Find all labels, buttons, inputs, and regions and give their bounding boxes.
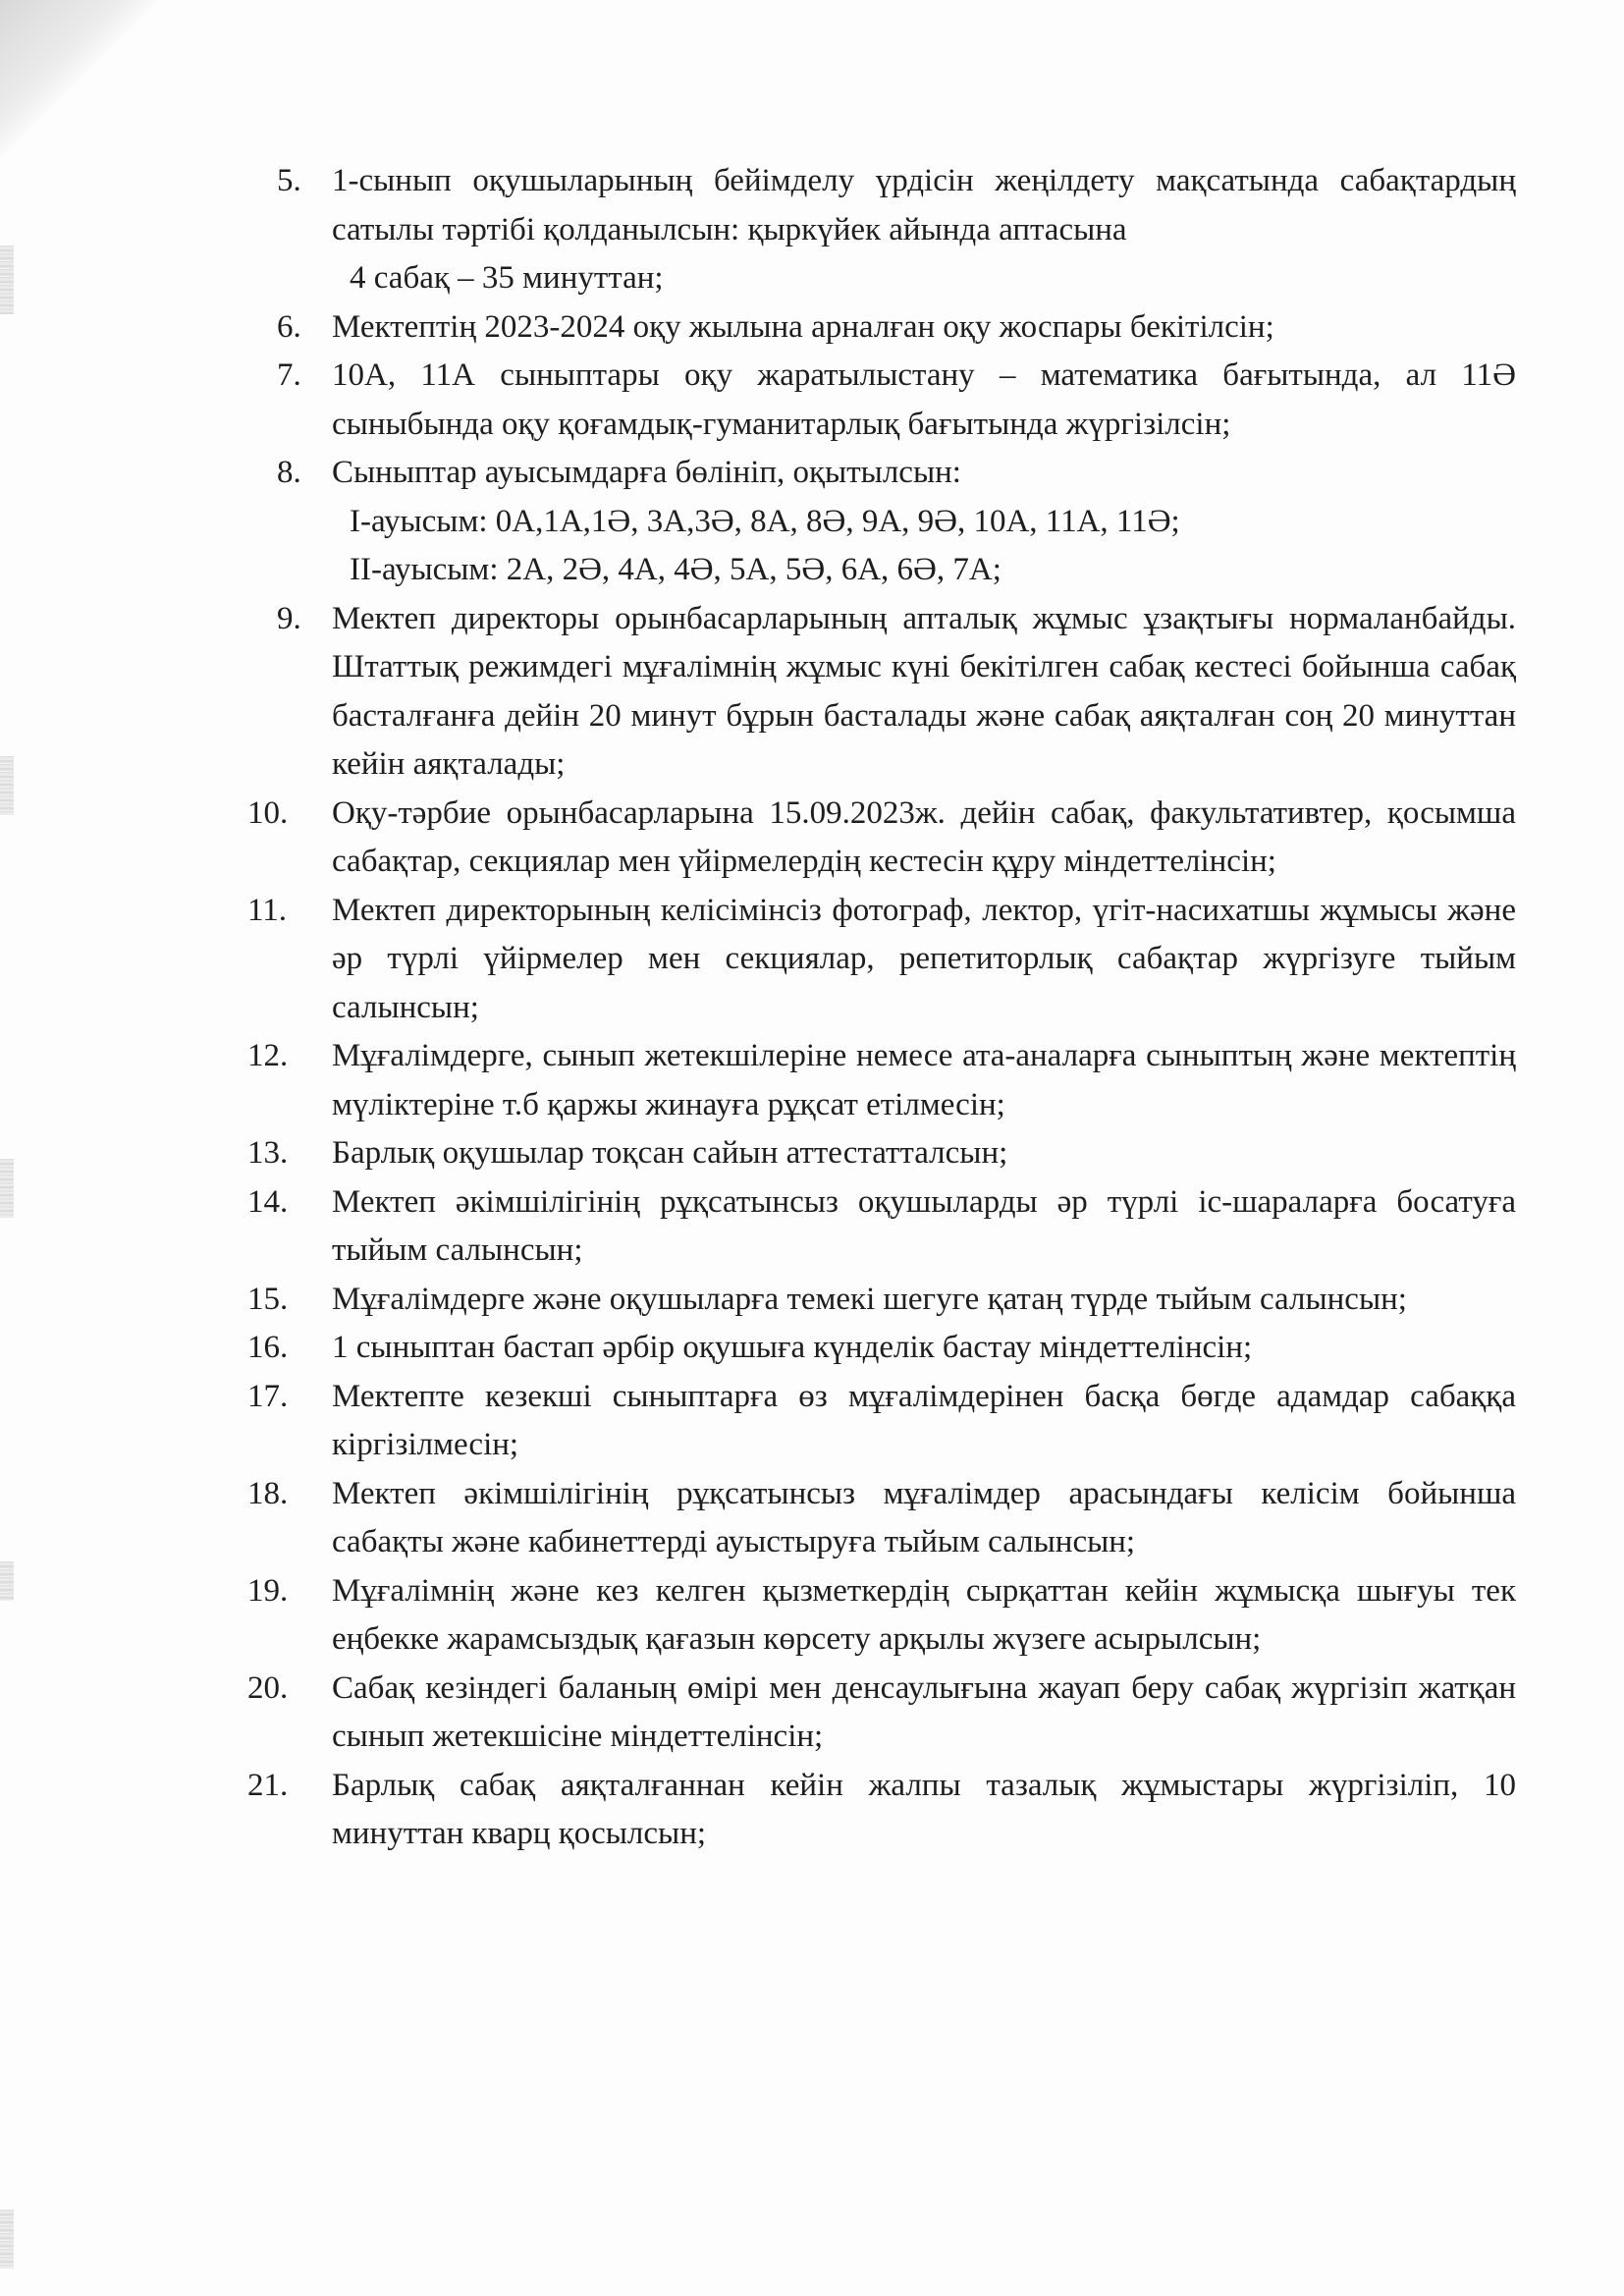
item-text-continuation: 4 сабақ – 35 минуттан;	[350, 260, 664, 296]
item-text	[332, 352, 1516, 449]
item-text-line: Сыныптар ауысымдарға бөлініп, оқытылсын:	[332, 455, 961, 490]
item-text-line: Мектепте кезекші сыныптарға өз мұғалімдерінен басқа бөгде адамдар сабаққа кіргізілмесін;	[332, 1378, 1516, 1462]
item-text	[332, 303, 1516, 353]
item-text-line: Оқу-тәрбие орынбасарларына 15.09.2023ж. дейін сабақ, факультативтер, қосымша сабақтар, секциялар мен үйірмелердің кестесін құру міндеттелінсін;	[332, 794, 1516, 879]
item-text	[332, 1324, 1516, 1373]
item-text	[332, 1032, 1516, 1129]
item-text-line: Мұғалімдерге және оқушыларға темекі шегуге қатаң түрде тыйым салынсын;	[332, 1281, 1407, 1317]
item-number: 12.	[247, 1038, 289, 1073]
list-item	[247, 1032, 1516, 1129]
item-text-line: 1-сынып оқушыларының бейімделу үрдісін жеңілдету мақсатында сабақтардың сатылы тәртібі қолданылсын: қыркүйек айында аптасына	[332, 163, 1516, 247]
item-text	[332, 1762, 1516, 1859]
item-text	[332, 1178, 1516, 1276]
list-item	[247, 1470, 1516, 1567]
item-number: 7.	[277, 357, 301, 393]
item-number: 17.	[247, 1378, 289, 1414]
scan-edge-noise	[0, 246, 14, 314]
scan-edge-noise	[0, 1561, 14, 1601]
list-item	[247, 1373, 1516, 1470]
item-number: 15.	[247, 1281, 289, 1317]
item-text-line: Сабақ кезіндегі баланың өмірі мен денсаулығына жауап беру сабақ жүргізіп жатқан сынып жетекшісіне міндеттелінсін;	[332, 1669, 1516, 1754]
item-text	[332, 1567, 1516, 1665]
shift-line: ІІ-ауысым: 2А, 2Ә, 4А, 4Ә, 5А, 5Ә, 6А, 6Ә, 7А;	[350, 552, 1001, 587]
item-number: 11.	[247, 892, 288, 928]
item-number: 5.	[277, 163, 301, 198]
scan-edge-noise	[0, 756, 14, 815]
item-text-line: Мектептің 2023-2024 оқу жылына арналған оқу жоспары бекітілсін;	[332, 308, 1274, 345]
list-item	[247, 1129, 1516, 1178]
item-text	[332, 157, 1516, 303]
list-item	[247, 1762, 1516, 1859]
list-item	[247, 790, 1516, 887]
item-text-line: Мұғалімнің және кез келген қызметкердің сырқаттан кейін жұмысқа шығуы тек еңбекке жарамсыздық қағазын көрсету арқылы жүзеге асырылсын;	[332, 1572, 1516, 1657]
item-text	[332, 1665, 1516, 1762]
item-number: 8.	[277, 455, 301, 490]
item-number: 20.	[247, 1669, 289, 1706]
list-item	[277, 449, 1516, 595]
list-item	[277, 595, 1516, 790]
item-text	[332, 449, 1516, 595]
list-item	[277, 303, 1516, 353]
folded-corner	[0, 0, 157, 157]
item-text	[332, 1129, 1516, 1178]
list-item	[247, 1324, 1516, 1373]
item-number: 21.	[247, 1767, 289, 1803]
list-item	[247, 1567, 1516, 1665]
shift-line: І-ауысым: 0А,1А,1Ә, 3А,3Ә, 8А, 8Ә, 9А, 9Ә, 10А, 11А, 11Ә;	[350, 503, 1180, 539]
scan-edge-noise	[0, 2210, 14, 2269]
item-number: 6.	[277, 308, 301, 345]
item-number: 19.	[247, 1572, 289, 1609]
item-number: 16.	[247, 1330, 289, 1365]
scan-edge-noise	[0, 1159, 14, 1218]
list-item	[277, 352, 1516, 449]
item-text-line: Мектеп директорының келісімінсіз фотограф, лектор, үгіт-насихатшы жұмысы және әр түрлі үйірмелер мен секциялар, репетиторлық сабақтар жүргізуге тыйым салынсын;	[332, 892, 1516, 1025]
item-text	[332, 595, 1516, 790]
list-item	[247, 1178, 1516, 1276]
item-number: 9.	[277, 600, 301, 636]
item-text	[332, 887, 1516, 1033]
item-text	[332, 1470, 1516, 1567]
item-text-line: Мектеп әкімшілігінің рұқсатынсыз мұғалімдер арасындағы келісім бойынша сабақты және кабинеттерді ауыстыруға тыйым салынсын;	[332, 1475, 1516, 1559]
item-text-line: Мектеп әкімшілігінің рұқсатынсыз оқушыларды әр түрлі іс-шараларға босатуға тыйым салынсын;	[332, 1183, 1516, 1268]
numbered-list	[247, 157, 1516, 1859]
list-item	[277, 157, 1516, 303]
item-number: 10.	[247, 794, 289, 831]
list-item	[247, 1276, 1516, 1325]
item-text	[332, 1276, 1516, 1325]
item-number: 13.	[247, 1135, 289, 1171]
list-item	[247, 887, 1516, 1033]
item-text-line: 1 сыныптан бастап әрбір оқушыға күнделік бастау міндеттелінсін;	[332, 1330, 1253, 1365]
item-number: 14.	[247, 1183, 289, 1220]
item-number: 18.	[247, 1475, 289, 1511]
item-text-line: Мектеп директоры орынбасарларының апталық жұмыс ұзақтығы нормаланбайды. Штаттық режимдегі мұғалімнің жұмыс күні бекітілген сабақ кестесі бойынша сабақ басталғанға дейін 20 минут бұрын басталады және сабақ аяқталған соң 20 минуттан кейін аяқталады;	[332, 600, 1516, 782]
item-text-line: 10А, 11А сыныптары оқу жаратылыстану – математика бағытында, ал 11Ә сыныбында оқу қоғамдық-гуманитарлық бағытында жүргізілсін;	[332, 357, 1516, 442]
item-text	[332, 1373, 1516, 1470]
item-text-line: Барлық оқушылар тоқсан сайын аттестатталсын;	[332, 1135, 1008, 1171]
item-text-line: Барлық сабақ аяқталғаннан кейін жалпы тазалық жұмыстары жүргізіліп, 10 минуттан кварц қосылсын;	[332, 1767, 1516, 1851]
list-item	[247, 1665, 1516, 1762]
document-body	[247, 157, 1516, 1859]
item-text-line: Мұғалімдерге, сынып жетекшілеріне немесе ата-аналарға сыныптың және мектептің мүліктеріне т.б қаржы жинауға рұқсат етілмесін;	[332, 1038, 1516, 1122]
item-text	[332, 790, 1516, 887]
